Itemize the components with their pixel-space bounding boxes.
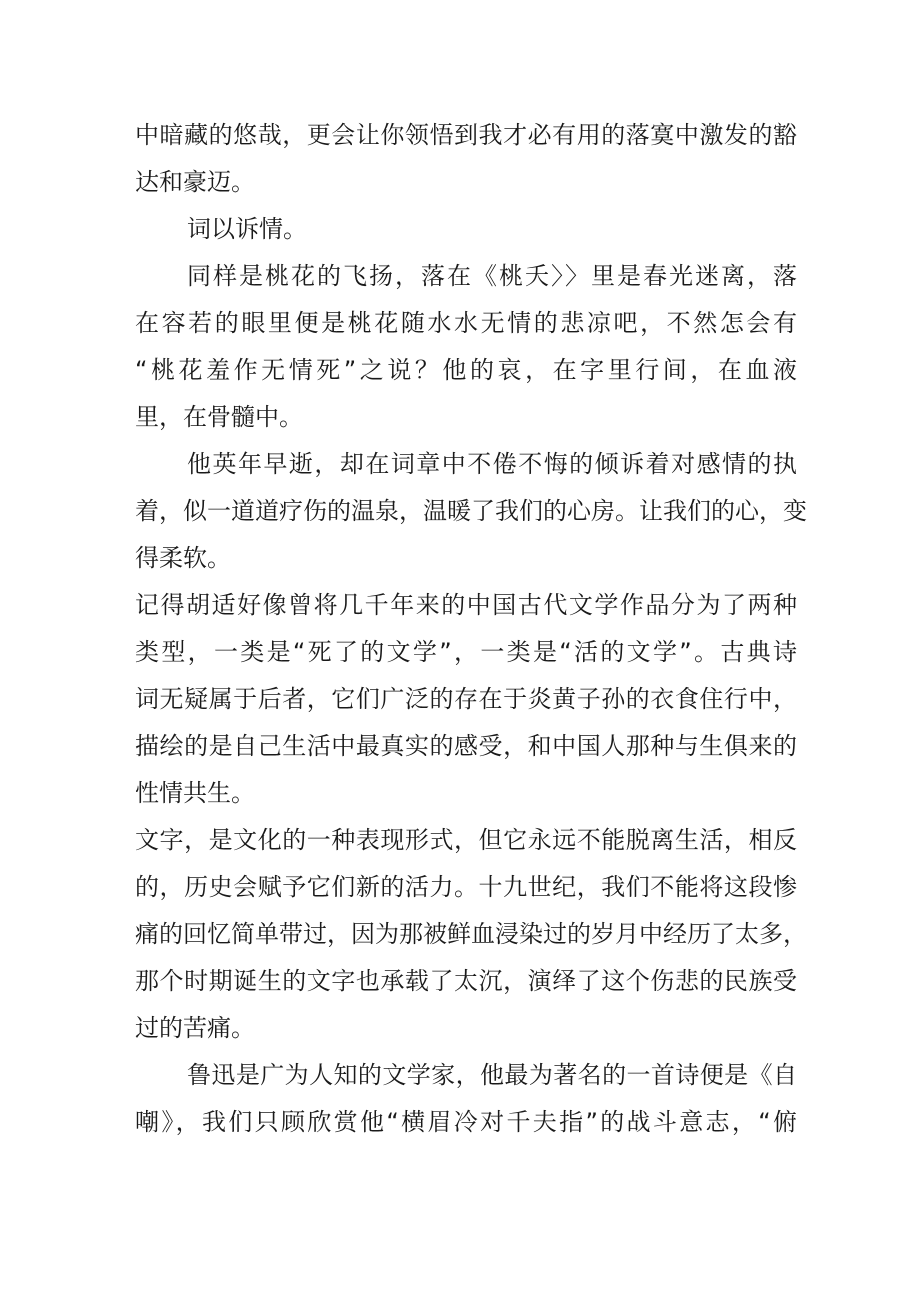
text-line: 痛的回忆简单带过，因为那被鲜血浸染过的岁月中经历了太多， <box>135 920 807 948</box>
paragraph <box>135 206 797 253</box>
text-line: 记得胡适好像曾将几千年来的中国古代文学作品分为了两种 <box>135 591 797 619</box>
text-line: 词以诉情。 <box>187 215 307 243</box>
text-line: 嘲》，我们只顾欣赏他“横眉冷对千夫指”的战斗意志，“俯 <box>135 1108 797 1136</box>
text-line: 词无疑属于后者，它们广泛的存在于炎黄子孙的衣食住行中， <box>135 685 797 713</box>
text-line: “桃花羞作无情死”之说？他的哀，在字里行间，在血液 <box>135 356 797 384</box>
paragraph <box>135 582 797 817</box>
text-line: 达和豪迈。 <box>135 168 255 196</box>
paragraph <box>135 817 807 1052</box>
text-line: 性情共生。 <box>135 779 255 807</box>
text-line: 那个时期诞生的文字也承载了太沉，演绎了这个伤悲的民族受 <box>135 967 797 995</box>
text-line: 的，历史会赋予它们新的活力。十九世纪，我们不能将这段惨 <box>135 873 797 901</box>
paragraph <box>135 253 797 441</box>
text-line: 描绘的是自己生活中最真实的感受，和中国人那种与生俱来的 <box>135 732 797 760</box>
text-line: 里，在骨髓中。 <box>135 403 303 431</box>
paragraph <box>135 112 797 206</box>
document-body <box>135 112 807 1146</box>
text-line: 得柔软。 <box>135 544 231 572</box>
paragraph <box>135 441 807 582</box>
text-line: 他英年早逝，却在词章中不倦不悔的倾诉着对感情的执 <box>187 450 797 478</box>
text-line: 着，似一道道疗伤的温泉，温暖了我们的心房。让我们的心，变 <box>135 497 807 525</box>
text-line: 类型，一类是“死了的文学”，一类是“活的文学”。古典诗 <box>135 638 797 666</box>
text-line: 中暗藏的悠哉，更会让你领悟到我才必有用的落寞中激发的豁 <box>135 121 797 149</box>
paragraph <box>135 1052 797 1146</box>
text-line: 过的苦痛。 <box>135 1014 255 1042</box>
text-line: 同样是桃花的飞扬，落在《桃夭〉〉里是春光迷离，落 <box>187 262 797 290</box>
text-line: 鲁迅是广为人知的文学家，他最为著名的一首诗便是《自 <box>187 1061 797 1089</box>
text-line: 在容若的眼里便是桃花随水水无情的悲凉吧，不然怎会有 <box>135 309 797 337</box>
text-line: 文字，是文化的一种表现形式，但它永远不能脱离生活，相反 <box>135 826 797 854</box>
